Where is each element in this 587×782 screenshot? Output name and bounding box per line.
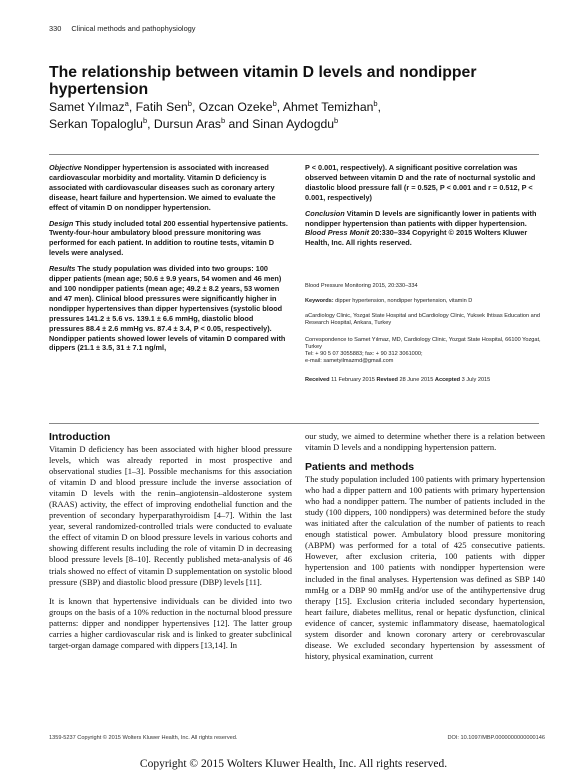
intro-paragraph-3: our study, we aimed to determine whether there is a relation between vitamin D levels and a nondipping hypertension pattern.	[305, 431, 545, 453]
doi-link[interactable]: DOI: 10.1097/MBP.0000000000000146	[447, 735, 545, 741]
author: Samet Yılmaz$^a$,	[49, 98, 136, 114]
running-head	[49, 24, 195, 33]
abstract-design: Design This study included total 200 essential hypertensive patients. Twenty-four-hour ambulatory blood pressure monitoring was performed for each patient. In addition to routine tests, vitamin D levels were analysed.	[49, 218, 288, 258]
intro-paragraph-1: Vitamin D deficiency has been associated with higher blood pressure levels, which was already reported in most prospective and observational studies [1–3]. Possible mechanisms for this association of vitamin D and blood pressure include the inverse association of vitamin D levels with the renin–angiotensin–aldosterone system (RAAS) activity, the effect of improving endothelial function and the prevention of secondary hyperparathyroidism [4–7]. Within the last year, several randomized-controlled trials were conducted to evaluate the effect of vitamin D on blood pressure levels in various cohorts and showing different results including the role of vitamin D in decreasing blood pressure levels [8–10]. Recently published meta-analysis of 46 trials showed no effect of vitamin D supplementation on systolic blood pressure (SBP) and diastolic blood pressure (DBP) levels [11].	[49, 444, 292, 587]
section-heading-introduction: Introduction	[49, 431, 111, 443]
methods-paragraph-1: The study population included 100 patients with primary hypertension who had a dipper pattern and 100 patients with primary hypertension who had a nondipper pattern. The number of patients included in the study (100 dippers, 100 nondippers) was determined before the study was initiated after the calculation of the number of patients to reach enough statistical power. Ambulatory blood pressure monitoring (ABPM) was performed for a total of 425 consecutive patients. However, after exclusion criteria, 100 patients with dipper hypertension and 100 patients with nondipper hypertension were included in the final analyses. Hypertension was defined as SBP 140 mmHg or a DBP 90 mmHg and/or use of the antihypertensive drug therapy [15]. Exclusion criteria included secondary hypertension, heart failure, diabetes mellitus, renal or hepatic dysfunction, clinical evidence of cancer, systemic inflammatory disease, haematological system disorder and known coronary artery or cerebrovascular disease. We excluded secondary hypertension by assessment of history, physical examination, current	[305, 474, 545, 661]
abstract-right-column	[305, 163, 545, 254]
author: Sinan Aydogdu$^b$	[252, 115, 339, 131]
intro-paragraph-2: It is known that hypertensive individuals can be divided into two groups on the basis of a 10% reduction in the nocturnal blood pressure patterns: dipper and nondipper hypertensives [12]. The latter group carries a higher cardiovascular risk and is linked to greater subclinical target-organ damage compared with dippers [13,14]. In	[49, 595, 292, 650]
author: Dursun Aras$^b$ and	[153, 115, 253, 131]
correspondence: Correspondence to Samet Yılmaz, MD, Cardiology Clinic, Yozgat State Hospital, 66100 Yozgat, Turkey Tel: + 90 5 07 3055883; fax: + 90 312 3061000; e-mail: sametyilmazmd@gmail.com	[305, 337, 545, 365]
abstract-conclusion: Conclusion Vitamin D levels are significantly lower in patients with nondipper hypertension than patients with dipper hypertension. Blood Press Monit 20:330–334 Copyright © 2015 Wolters Kluwer Health, Inc. All rights reserved.	[305, 208, 537, 248]
author: Ahmet Temizhan$^b$,	[282, 98, 381, 114]
author: Ozcan Ozeke$^b$,	[198, 98, 283, 114]
keywords: Keywords: dipper hypertension, nondipper hypertension, vitamin D	[305, 298, 473, 304]
email-address: e-mail: sametyilmazmd@gmail.com	[305, 358, 394, 365]
journal-section: Clinical methods and pathophysiology	[71, 24, 196, 33]
body-left-column	[49, 431, 292, 659]
author: Fatih Sen$^b$,	[135, 98, 199, 114]
article-title: The relationship between vitamin D levels and nondipper hypertension	[49, 64, 477, 98]
dates: Received 11 February 2015 Revised 28 June 2015 Accepted 3 July 2015	[305, 377, 491, 383]
abstract-results: Results The study population was divided into two groups: 100 dipper patients (mean age; 50.6 ± 9.9 years, 54 women and 46 men) and 100 nondipper patients (mean age; 49.2 ± 8.2 years, 53 women and 47 men). Clinical blood pressures were significantly higher in nondipper hypertensives than dipper hypertensives (systolic blood pressures 141.2 ± 5.6 vs. 139.1 ± 6.6 mmHg, diastolic blood pressures 88.4 ± 2.6 mmHg vs. 87.4 ± 3.4, P < 0.05, respectively). Nondipper patients showed lower levels of vitamin D compared with dippers (21.1 ± 3.5, 31 ± 7.1 ng/ml,	[49, 264, 286, 353]
abstract-results-continued: P < 0.001, respectively). A significant positive correlation was observed between vitamin D and the rate of nocturnal systolic and diastolic blood pressure fall (r = 0.525, P < 0.001 and r = 0.512, P < 0.001, respectively)	[305, 163, 536, 202]
journal-line: Blood Pressure Monitoring 2015, 20:330–334	[305, 283, 418, 289]
abstract-objective: Objective Nondipper hypertension is associated with increased cardiovascular morbidity and mortality. Vitamin D deficiency is associated with cardiovascular diseases such as coronary artery disease, heart failure and hypertension. We aimed to evaluate the effect of vitamin D on nondipper hypertension.	[49, 163, 276, 212]
section-heading-patients-methods: Patients and methods	[305, 461, 415, 474]
author: Serkan Topaloglu$^b$,	[49, 115, 154, 131]
abstract-left-column	[49, 163, 289, 359]
abstract-bottom-rule	[49, 423, 539, 424]
page-number: 330	[49, 24, 62, 33]
author-list	[49, 99, 549, 132]
body-right-column	[305, 431, 545, 670]
issn-footer: 1359-5237 Copyright © 2015 Wolters Kluwer Health, Inc. All rights reserved.	[49, 735, 238, 741]
copyright-banner: Copyright © 2015 Wolters Kluwer Health, Inc. All rights reserved.	[139, 758, 448, 770]
affiliations: aCardiology Clinic, Yozgat State Hospital and bCardiology Clinic, Yuksek Ihtisas Education and Research Hospital, Ankara, Turkey	[305, 313, 540, 327]
abstract-top-rule	[49, 154, 539, 155]
